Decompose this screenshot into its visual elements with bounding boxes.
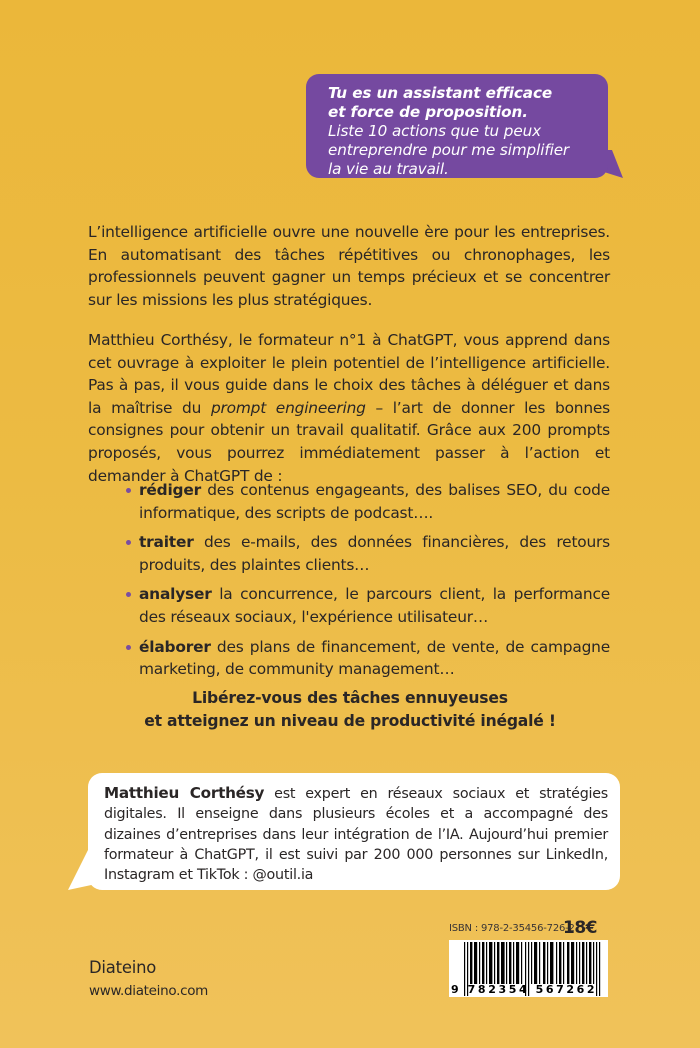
author-name: Matthieu Corthésy — [104, 784, 265, 802]
capabilities-list — [127, 479, 610, 688]
list-item — [127, 583, 610, 628]
intro-paragraph-2-start: Matthieu Corthésy, le formateur n°1 à ChatGPT, vous apprend dans cet ouvrage à exploiter le plein potentiel de l’intelligence artificielle. Pas à pas, il vous guide dans le choix des tâches à déléguer et dans la maîtrise du — [88, 331, 610, 417]
barcode — [449, 940, 608, 997]
bullet-dot-icon — [126, 540, 131, 545]
tagline — [88, 687, 612, 732]
prompt-line-4: entreprendre pour me simplifier — [328, 141, 570, 159]
list-item — [127, 479, 610, 524]
barcode-digits: 9 782354 567262 — [451, 983, 598, 996]
prompt-engineering-emphasis: prompt engineering — [210, 398, 366, 417]
list-item — [127, 636, 610, 681]
prompt-speech-bubble — [306, 74, 608, 178]
prompt-line-1: Tu es un assistant efficace — [328, 84, 553, 102]
bullet-dot-icon — [126, 592, 131, 597]
prompt-line-5: la vie au travail. — [328, 160, 449, 178]
price: 18€ — [563, 918, 597, 938]
bullet-text: la concurrence, le parcours client, la performance des réseaux sociaux, l'expérience utilisateur… — [139, 585, 610, 626]
prompt-line-2: et force de proposition. — [328, 103, 528, 121]
publisher-website-link[interactable]: www.diateino.com — [89, 983, 209, 999]
bullet-text: des e-mails, des données financières, des retours produits, des plaintes clients… — [139, 533, 610, 574]
author-bio-bubble — [88, 773, 620, 890]
bullet-verb: traiter — [139, 533, 194, 552]
tagline-line-2: et atteignez un niveau de productivité inégalé ! — [144, 711, 556, 730]
intro-paragraph-2 — [88, 329, 610, 487]
bullet-dot-icon — [126, 488, 131, 493]
author-bio-text: est expert en réseaux sociaux et stratégies digitales. Il enseigne dans plusieurs écoles et a accompagné des dizaines d’entreprises dans leur intégration de l’IA. Aujourd’hui premier formateur à ChatGPT, il est suivi par 200 000 personnes sur LinkedIn, Instagram et TikTok : @outil.ia — [104, 786, 608, 884]
bullet-verb: rédiger — [139, 481, 201, 499]
intro-paragraph-1: L’intelligence artificielle ouvre une nouvelle ère pour les entreprises. En automatisant des tâches répétitives ou chronophages, les professionnels peuvent gagner un temps précieux et se concentrer sur les missions les plus stratégiques. — [88, 223, 610, 309]
isbn-price-row — [449, 918, 619, 940]
tagline-line-1: Libérez-vous des tâches ennuyeuses — [192, 689, 508, 707]
isbn-label: ISBN : 978-2-35456-726-2 — [449, 923, 575, 934]
bullet-text: des contenus engageants, des balises SEO, du code informatique, des scripts de podcast…. — [139, 481, 610, 522]
intro-paragraph-2-end: – l’art de donner les bonnes consignes pour obtenir un travail qualitatif. Grâce aux 200 prompts proposés, vous pourrez immédiatement passer à l’action et demander à ChatGPT de : — [88, 398, 610, 485]
publisher-name: Diateino — [89, 958, 157, 977]
prompt-line-3: Liste 10 actions que tu peux — [328, 122, 542, 140]
bullet-dot-icon — [126, 645, 131, 650]
list-item — [127, 531, 610, 576]
bullet-verb: analyser — [139, 585, 212, 604]
bullet-verb: élaborer — [139, 637, 211, 656]
bullet-text: des plans de financement, de vente, de campagne marketing, de community management… — [139, 637, 610, 679]
